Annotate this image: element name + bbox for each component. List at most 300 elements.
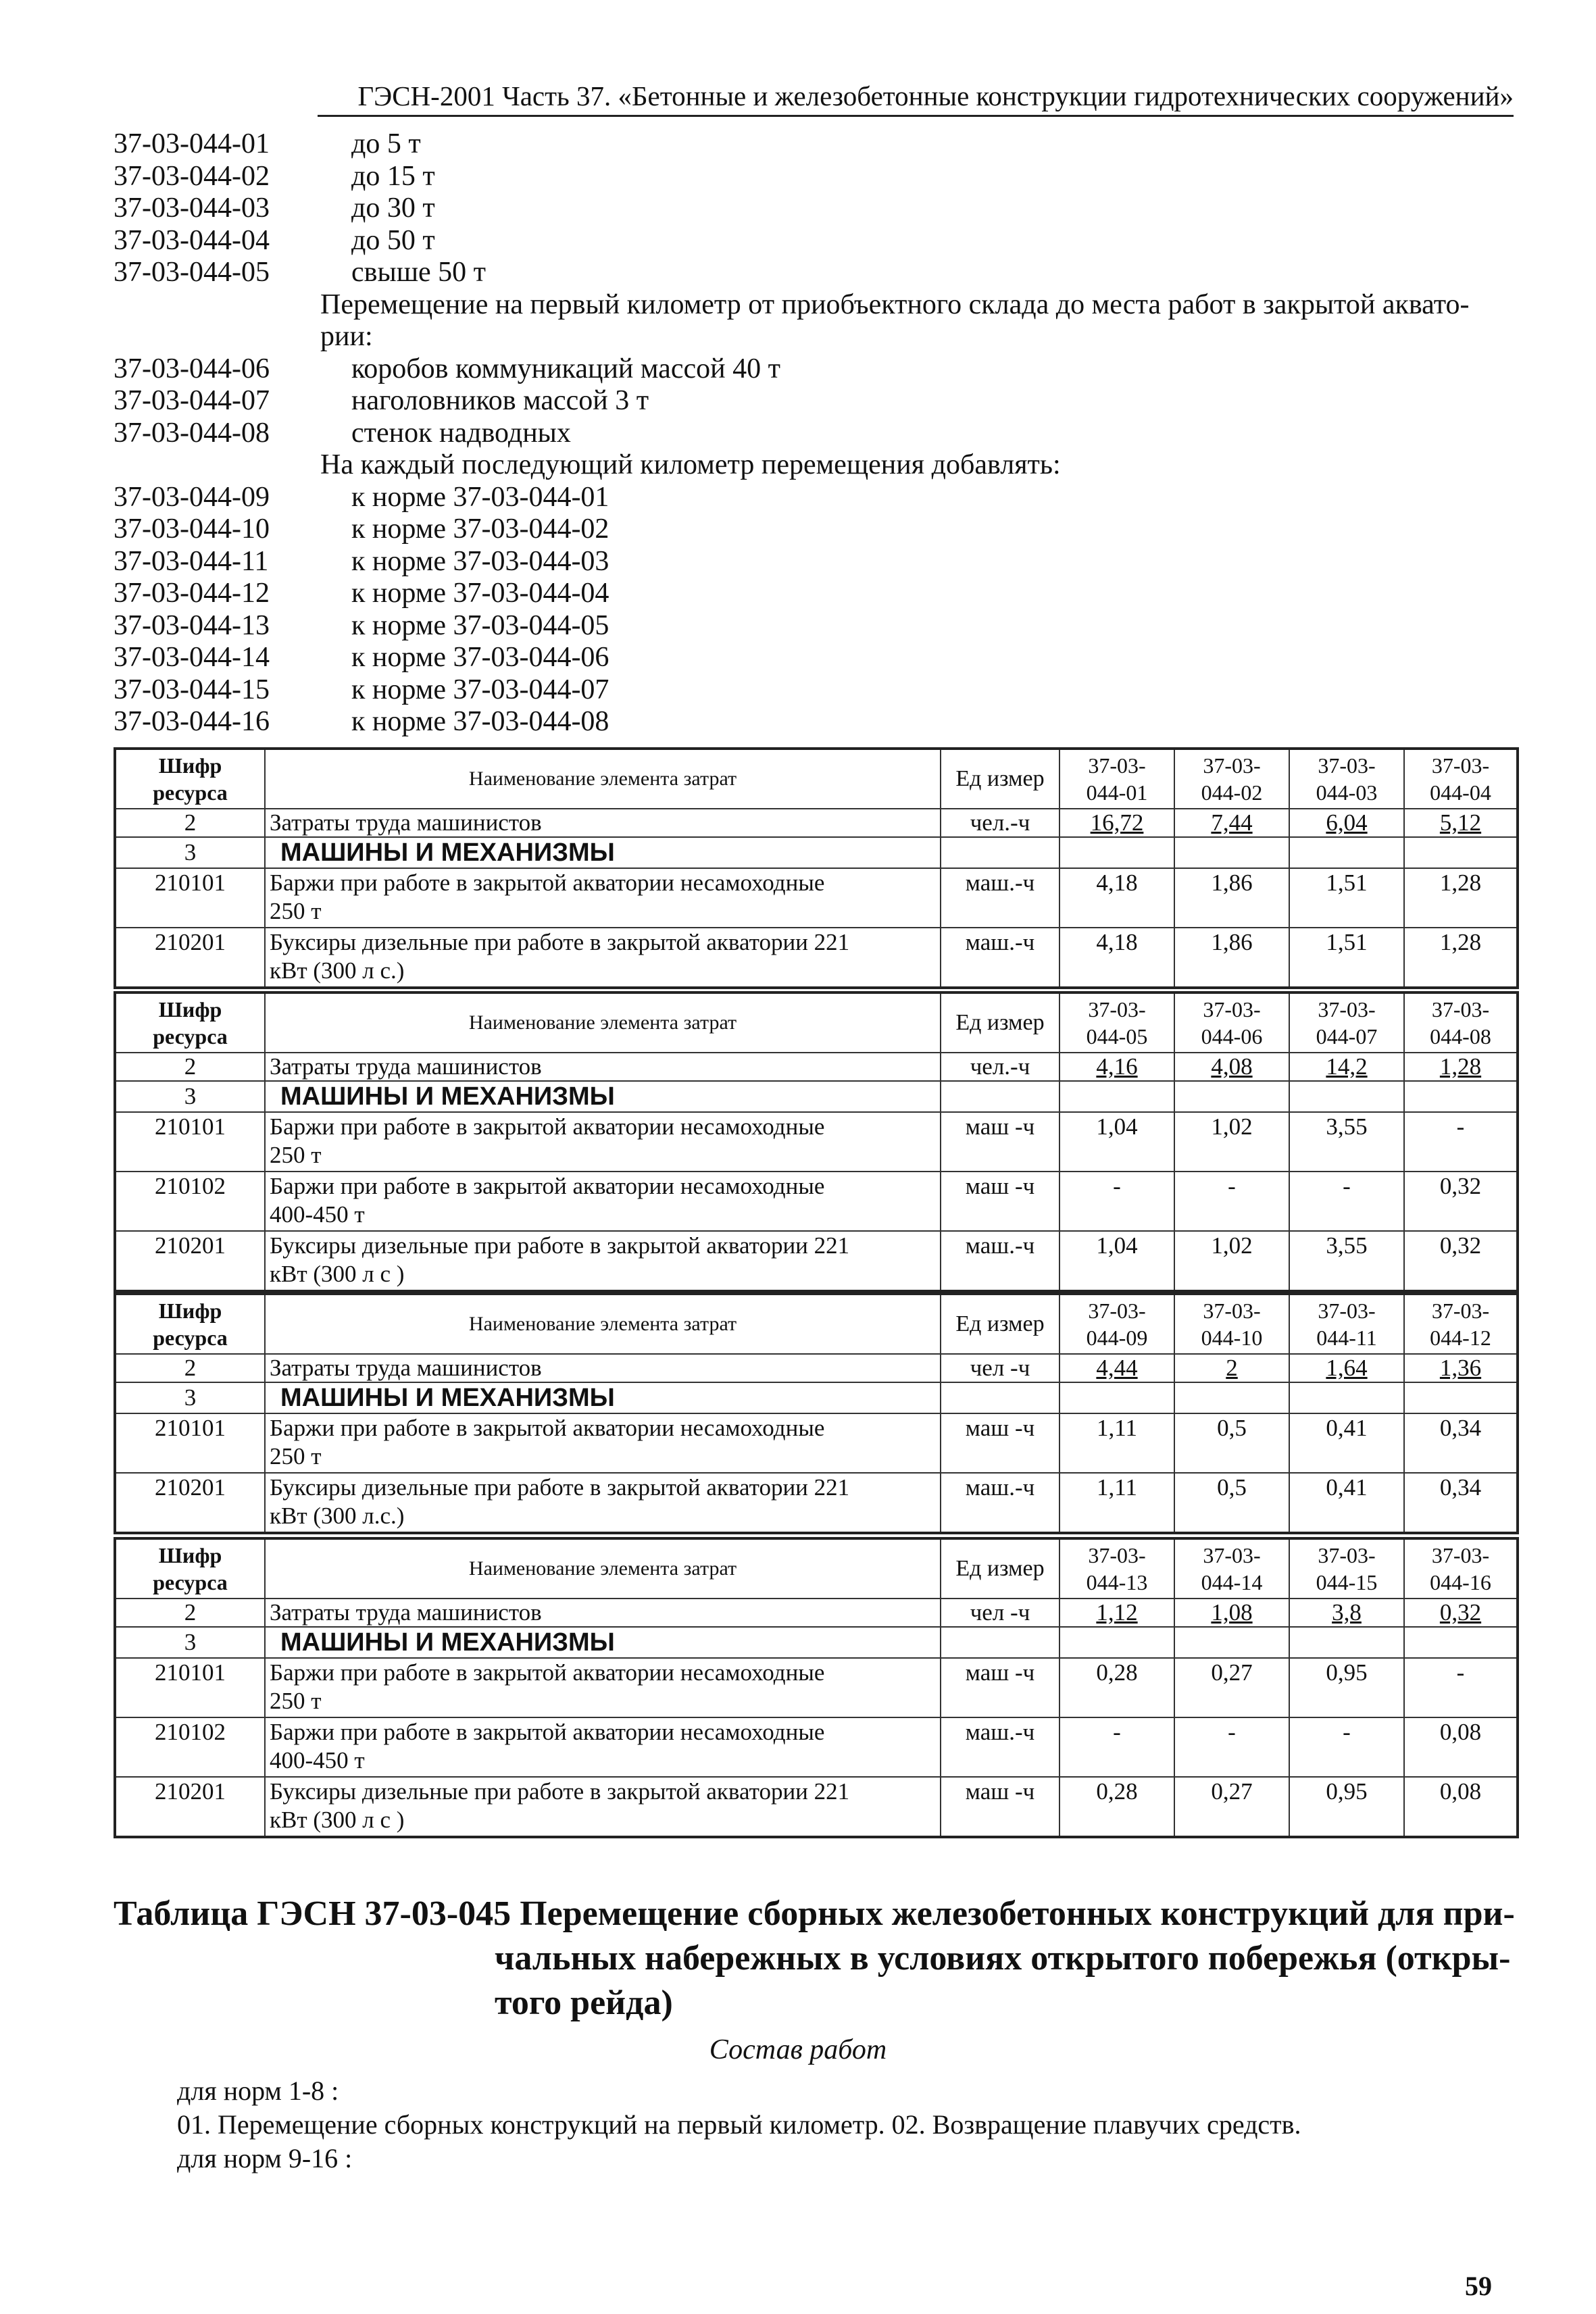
- header-unit: Ед измер: [941, 1538, 1059, 1599]
- cost-element-name-line: 400-450 т: [270, 1747, 365, 1774]
- cost-element-name-line: Баржи при работе в закрытой акватории несамоходные: [270, 1659, 825, 1686]
- norm-code-part: 044-16: [1430, 1570, 1491, 1594]
- cost-element-name: [265, 1354, 941, 1382]
- norm-value: 4,16: [1059, 1053, 1174, 1081]
- norm-code: 37-03-044-02: [114, 160, 270, 192]
- cost-element-name: [265, 1112, 941, 1172]
- norm-code-part: 044-11: [1316, 1326, 1377, 1350]
- norm-description: к норме 37-03-044-08: [351, 706, 609, 737]
- norm-value: [1059, 1081, 1174, 1112]
- table-row: [115, 928, 1518, 988]
- resource-code: 2: [115, 809, 265, 837]
- norm-value: 0,27: [1174, 1658, 1289, 1717]
- norm-value: 1,86: [1174, 928, 1289, 988]
- unit-of-measure: [941, 1081, 1059, 1112]
- norm-value: 0,41: [1289, 1473, 1404, 1533]
- norm-value: 3,55: [1289, 1112, 1404, 1172]
- norm-value: 0,32: [1404, 1172, 1518, 1231]
- resource-table: [114, 991, 1519, 1292]
- norm-code-row: [114, 578, 1519, 610]
- norm-description: к норме 37-03-044-06: [351, 642, 609, 673]
- unit-of-measure: маш.-ч: [941, 928, 1059, 988]
- resource-code: 210201: [115, 1473, 265, 1533]
- norm-code-part: 37-03-: [1088, 753, 1146, 778]
- table-row: [115, 1231, 1518, 1291]
- header-norm-code: [1289, 1294, 1404, 1354]
- work-composition: [177, 2074, 1515, 2175]
- norm-code: 37-03-044-05: [114, 257, 270, 288]
- norm-code-part: 37-03-: [1431, 1299, 1490, 1323]
- norm-value: 0,5: [1174, 1413, 1289, 1473]
- norm-code-part: 37-03-: [1203, 1299, 1261, 1323]
- norm-code-part: 37-03-: [1203, 997, 1261, 1022]
- norm-code-part: 37-03-: [1088, 997, 1146, 1022]
- norm-code-part: 37-03-: [1431, 997, 1490, 1022]
- norm-description: к норме 37-03-044-04: [351, 578, 609, 609]
- work-line-operations: 01. Перемещение сборных конструкций на первый километр. 02. Возвращение плавучих средств.: [177, 2109, 1301, 2140]
- cost-element-name: [265, 1627, 941, 1658]
- table-row: [115, 1627, 1518, 1658]
- norm-value: [1059, 1627, 1174, 1658]
- norm-code-part: 044-09: [1086, 1326, 1148, 1350]
- unit-of-measure: [941, 837, 1059, 868]
- norm-value: [1404, 837, 1518, 868]
- norm-code: 37-03-044-14: [114, 642, 270, 673]
- resource-code: 2: [115, 1053, 265, 1081]
- cost-element-name: [265, 837, 941, 868]
- norm-description: наголовников массой 3 т: [351, 385, 649, 416]
- table-row: [115, 809, 1518, 837]
- norm-value: 1,02: [1174, 1231, 1289, 1291]
- resource-code: 210102: [115, 1172, 265, 1231]
- table-row: [115, 1599, 1518, 1627]
- table-header-row: [115, 1538, 1518, 1599]
- norm-value: -: [1059, 1717, 1174, 1777]
- norm-description: стенок надводных: [351, 417, 571, 449]
- norm-value: [1289, 1382, 1404, 1413]
- norm-value: -: [1174, 1172, 1289, 1231]
- unit-of-measure: маш -ч: [941, 1777, 1059, 1837]
- section-title-line-2: чальных набережных в условиях открытого побережья (откры-: [495, 1939, 1511, 1978]
- norm-code-row: [114, 674, 1519, 707]
- norm-code-part: 044-03: [1316, 780, 1378, 805]
- norm-value: 1,51: [1289, 868, 1404, 928]
- unit-of-measure: чел -ч: [941, 1354, 1059, 1382]
- norm-code-row: [114, 353, 1519, 386]
- cost-element-name: [265, 1172, 941, 1231]
- resource-code: 210101: [115, 1112, 265, 1172]
- cost-element-name-line: Баржи при работе в закрытой акватории несамоходные: [270, 1415, 825, 1441]
- cost-element-name-line: Буксиры дизельные при работе в закрытой акватории 221: [270, 1232, 850, 1259]
- norm-code-part: 37-03-: [1431, 1543, 1490, 1567]
- unit-of-measure: маш -ч: [941, 1658, 1059, 1717]
- resource-code: 210101: [115, 1658, 265, 1717]
- cost-element-name-line: Баржи при работе в закрытой акватории несамоходные: [270, 870, 825, 896]
- norm-code-part: 37-03-: [1431, 753, 1490, 778]
- norm-code-part: 044-06: [1201, 1024, 1263, 1049]
- norm-code-part: 37-03-: [1318, 997, 1376, 1022]
- norm-code: 37-03-044-13: [114, 609, 270, 641]
- header-norm-code: [1289, 1538, 1404, 1599]
- section-title-line-1: [114, 1892, 1519, 1936]
- header-cost-element: Наименование элемента затрат: [265, 1538, 941, 1599]
- resource-code: 210102: [115, 1717, 265, 1777]
- header-norm-code: [1289, 992, 1404, 1053]
- norm-code-row: [114, 161, 1519, 193]
- cost-element-name-line: 250 т: [270, 1443, 322, 1469]
- norm-value: 0,32: [1404, 1599, 1518, 1627]
- norm-code: 37-03-044-08: [114, 417, 270, 449]
- norm-description: к норме 37-03-044-02: [351, 513, 609, 545]
- table-row: [115, 1112, 1518, 1172]
- cost-element-name: [265, 868, 941, 928]
- norm-code: 37-03-044-04: [114, 224, 270, 256]
- norm-code: 37-03-044-16: [114, 706, 270, 737]
- norm-code-part: 044-05: [1086, 1024, 1148, 1049]
- section-title: [114, 1892, 1519, 2026]
- unit-of-measure: маш.-ч: [941, 1473, 1059, 1533]
- table-row: [115, 1717, 1518, 1777]
- norm-value: 1,28: [1404, 1053, 1518, 1081]
- norm-value: 1,28: [1404, 928, 1518, 988]
- norm-value: 1,04: [1059, 1112, 1174, 1172]
- table-row: [115, 837, 1518, 868]
- table-row: [115, 1172, 1518, 1231]
- table-row: [115, 1053, 1518, 1081]
- norm-description: до 50 т: [351, 224, 435, 256]
- header-norm-code: [1174, 749, 1289, 809]
- section-title-prefix: Таблица ГЭСН 37-03-045: [114, 1894, 512, 1933]
- unit-of-measure: [941, 1627, 1059, 1658]
- cost-element-name-line: кВт (300 л с ): [270, 1261, 405, 1287]
- section-title-line-3: того рейда): [495, 1984, 673, 2022]
- norm-code-row: [114, 257, 1519, 289]
- norm-code-row: [114, 385, 1519, 418]
- norm-description: На каждый последующий километр перемещения добавлять:: [320, 449, 1061, 480]
- norm-value: 4,44: [1059, 1354, 1174, 1382]
- header-cost-element: Наименование элемента затрат: [265, 992, 941, 1053]
- norm-value: 3,8: [1289, 1599, 1404, 1627]
- table-header-row: [115, 992, 1518, 1053]
- resource-code: 210201: [115, 1777, 265, 1837]
- cost-element-name-line: МАШИНЫ И МЕХАНИЗМЫ: [280, 838, 615, 867]
- table-row: [115, 868, 1518, 928]
- unit-of-measure: маш.-ч: [941, 1231, 1059, 1291]
- resource-code: 210201: [115, 1231, 265, 1291]
- unit-of-measure: маш.-ч: [941, 1717, 1059, 1777]
- page-number: 59: [1465, 2271, 1492, 2301]
- header-norm-code: [1404, 1294, 1518, 1354]
- norm-value: [1174, 1081, 1289, 1112]
- norm-code-part: 044-15: [1316, 1570, 1378, 1594]
- norm-code-list: [114, 128, 1519, 738]
- header-norm-code: [1174, 1294, 1289, 1354]
- norm-value: 1,11: [1059, 1473, 1174, 1533]
- norm-code: 37-03-044-03: [114, 193, 270, 224]
- norm-value: [1174, 1382, 1289, 1413]
- norm-code-part: 044-14: [1201, 1570, 1263, 1594]
- cost-element-name-line: 250 т: [270, 1142, 322, 1168]
- resource-code: 3: [115, 1627, 265, 1658]
- norm-value: 0,32: [1404, 1231, 1518, 1291]
- norm-value: -: [1404, 1112, 1518, 1172]
- table-row: [115, 1081, 1518, 1112]
- norm-description: до 15 т: [351, 160, 435, 192]
- header-norm-code: [1059, 1294, 1174, 1354]
- header-resource-code: Шифр ресурса: [115, 1294, 265, 1354]
- work-line-norms-9-16: для норм 9-16 :: [177, 2143, 353, 2173]
- norm-value: 0,08: [1404, 1717, 1518, 1777]
- norm-group-heading: [114, 449, 1519, 482]
- norm-value: 7,44: [1174, 809, 1289, 837]
- header-norm-code: [1059, 992, 1174, 1053]
- norm-value: 3,55: [1289, 1231, 1404, 1291]
- header-norm-code: [1059, 749, 1174, 809]
- norm-value: [1174, 1627, 1289, 1658]
- norm-value: -: [1174, 1717, 1289, 1777]
- norm-code-part: 37-03-: [1088, 1543, 1146, 1567]
- norm-code-row: [114, 418, 1519, 450]
- norm-value: 1,11: [1059, 1413, 1174, 1473]
- norm-value: 1,08: [1174, 1599, 1289, 1627]
- norm-code-row: [114, 482, 1519, 514]
- norm-code-row: [114, 193, 1519, 225]
- cost-element-name: [265, 1717, 941, 1777]
- norm-value: 1,02: [1174, 1112, 1289, 1172]
- table-row: [115, 1413, 1518, 1473]
- norm-code: 37-03-044-10: [114, 513, 270, 545]
- norm-value: -: [1404, 1658, 1518, 1717]
- cost-element-name-line: Буксиры дизельные при работе в закрытой акватории 221: [270, 1778, 850, 1805]
- norm-code-part: 37-03-: [1318, 1299, 1376, 1323]
- work-composition-heading: Состав работ: [709, 2034, 887, 2065]
- norm-value: [1404, 1627, 1518, 1658]
- norm-value: [1289, 1081, 1404, 1112]
- norm-value: [1289, 1627, 1404, 1658]
- cost-element-name-line: 250 т: [270, 1688, 322, 1714]
- norm-code-row: [114, 546, 1519, 578]
- cost-element-name-line: Буксиры дизельные при работе в закрытой акватории 221: [270, 1474, 850, 1501]
- cost-element-name-line: кВт (300 л с.): [270, 957, 405, 984]
- norm-value: 1,64: [1289, 1354, 1404, 1382]
- norm-value: [1404, 1081, 1518, 1112]
- norm-value: 4,18: [1059, 868, 1174, 928]
- resource-code: 2: [115, 1599, 265, 1627]
- norm-description: до 5 т: [351, 128, 421, 159]
- norm-description: свыше 50 т: [351, 257, 487, 288]
- cost-element-name-line: Баржи при работе в закрытой акватории несамоходные: [270, 1173, 825, 1199]
- norm-code: 37-03-044-09: [114, 481, 270, 513]
- header-norm-code: [1404, 749, 1518, 809]
- header-resource-code: Шифр ресурса: [115, 992, 265, 1053]
- norm-code-part: 044-07: [1316, 1024, 1378, 1049]
- norm-value: 5,12: [1404, 809, 1518, 837]
- norm-code-row: [114, 225, 1519, 257]
- cost-element-name: [265, 809, 941, 837]
- cost-element-name: [265, 1599, 941, 1627]
- cost-element-name-line: Затраты труда машинистов: [270, 1053, 542, 1080]
- norm-value: 2: [1174, 1354, 1289, 1382]
- norm-code-row: [114, 610, 1519, 643]
- table-row: [115, 1777, 1518, 1837]
- norm-value: 1,86: [1174, 868, 1289, 928]
- norm-value: 1,51: [1289, 928, 1404, 988]
- norm-value: 0,34: [1404, 1473, 1518, 1533]
- norm-code-part: 044-04: [1430, 780, 1491, 805]
- norm-code-part: 044-12: [1430, 1326, 1491, 1350]
- norm-code-part: 37-03-: [1088, 1299, 1146, 1323]
- norm-code: 37-03-044-07: [114, 385, 270, 416]
- unit-of-measure: маш -ч: [941, 1172, 1059, 1231]
- norm-value: 1,28: [1404, 868, 1518, 928]
- table-header-row: [115, 749, 1518, 809]
- unit-of-measure: чел.-ч: [941, 809, 1059, 837]
- norm-description: к норме 37-03-044-03: [351, 545, 609, 577]
- cost-element-name: [265, 1231, 941, 1291]
- norm-description: к норме 37-03-044-07: [351, 674, 609, 705]
- cost-element-name-line: Буксиры дизельные при работе в закрытой акватории 221: [270, 929, 850, 955]
- header-norm-code: [1174, 992, 1289, 1053]
- norm-description: к норме 37-03-044-05: [351, 609, 609, 641]
- header-norm-code: [1174, 1538, 1289, 1599]
- cost-element-name: [265, 1777, 941, 1837]
- cost-element-name: [265, 1053, 941, 1081]
- norm-value: 1,04: [1059, 1231, 1174, 1291]
- norm-code-row: [114, 513, 1519, 546]
- norm-code-row: [114, 128, 1519, 161]
- table-row: [115, 1658, 1518, 1717]
- norm-code-part: 37-03-: [1318, 753, 1376, 778]
- norm-value: 0,28: [1059, 1658, 1174, 1717]
- norm-value: 4,08: [1174, 1053, 1289, 1081]
- header-unit: Ед измер: [941, 1294, 1059, 1354]
- cost-element-name-line: Затраты труда машинистов: [270, 1599, 542, 1626]
- running-header: ГЭСН-2001 Часть 37. «Бетонные и железобетонные конструкции гидротехнических сооружений»: [318, 80, 1514, 117]
- norm-code-part: 044-13: [1086, 1570, 1148, 1594]
- table-row: [115, 1354, 1518, 1382]
- resource-code: 3: [115, 1382, 265, 1413]
- norm-code-part: 044-02: [1201, 780, 1263, 805]
- unit-of-measure: маш -ч: [941, 1112, 1059, 1172]
- table-header-row: [115, 1294, 1518, 1354]
- cost-element-name: [265, 1413, 941, 1473]
- norm-description: коробов коммуникаций массой 40 т: [351, 353, 780, 384]
- norm-value: 0,95: [1289, 1658, 1404, 1717]
- norm-code-part: 044-08: [1430, 1024, 1491, 1049]
- resource-code: 3: [115, 1081, 265, 1112]
- table-row: [115, 1473, 1518, 1533]
- cost-element-name-line: кВт (300 л.с.): [270, 1503, 405, 1529]
- cost-element-name-line: Баржи при работе в закрытой акватории несамоходные: [270, 1113, 825, 1140]
- norm-value: 0,34: [1404, 1413, 1518, 1473]
- norm-value: 6,04: [1289, 809, 1404, 837]
- header-norm-code: [1404, 992, 1518, 1053]
- norm-value: 14,2: [1289, 1053, 1404, 1081]
- norm-code-part: 37-03-: [1203, 1543, 1261, 1567]
- norm-value: 0,27: [1174, 1777, 1289, 1837]
- header-cost-element: Наименование элемента затрат: [265, 749, 941, 809]
- norm-value: -: [1059, 1172, 1174, 1231]
- cost-element-name-line: Затраты труда машинистов: [270, 1355, 542, 1381]
- cost-element-name-line: Затраты труда машинистов: [270, 809, 542, 836]
- resource-table: [114, 1292, 1519, 1534]
- header-norm-code: [1059, 1538, 1174, 1599]
- header-resource-code: Шифр ресурса: [115, 1538, 265, 1599]
- resource-code: 2: [115, 1354, 265, 1382]
- cost-element-name: [265, 928, 941, 988]
- norm-value: [1174, 837, 1289, 868]
- unit-of-measure: маш -ч: [941, 1413, 1059, 1473]
- unit-of-measure: чел.-ч: [941, 1053, 1059, 1081]
- norm-value: 0,5: [1174, 1473, 1289, 1533]
- cost-element-name-line: МАШИНЫ И МЕХАНИЗМЫ: [280, 1628, 615, 1657]
- norm-value: [1289, 837, 1404, 868]
- unit-of-measure: [941, 1382, 1059, 1413]
- cost-element-name-line: кВт (300 л с ): [270, 1807, 405, 1833]
- resource-table: [114, 1537, 1519, 1838]
- norm-code-row: [114, 642, 1519, 674]
- norm-value: 0,28: [1059, 1777, 1174, 1837]
- unit-of-measure: маш.-ч: [941, 868, 1059, 928]
- norm-value: [1404, 1382, 1518, 1413]
- cost-element-name: [265, 1473, 941, 1533]
- norm-value: 1,12: [1059, 1599, 1174, 1627]
- cost-element-name-line: 250 т: [270, 898, 322, 924]
- cost-element-name: [265, 1382, 941, 1413]
- norm-code: 37-03-044-12: [114, 578, 270, 609]
- cost-element-name: [265, 1081, 941, 1112]
- unit-of-measure: чел -ч: [941, 1599, 1059, 1627]
- resource-code: 3: [115, 837, 265, 868]
- header-cost-element: Наименование элемента затрат: [265, 1294, 941, 1354]
- norm-description: Перемещение на первый километр от приобъектного склада до места работ в закрытой аквато-рии:: [320, 288, 1470, 352]
- norm-value: 4,18: [1059, 928, 1174, 988]
- norm-value: 16,72: [1059, 809, 1174, 837]
- norm-value: [1059, 1382, 1174, 1413]
- resource-code: 210101: [115, 868, 265, 928]
- norm-description: к норме 37-03-044-01: [351, 481, 609, 513]
- resource-code: 210101: [115, 1413, 265, 1473]
- section-title-text-1: Перемещение сборных железобетонных конструкций для при-: [520, 1894, 1515, 1933]
- norm-description: до 30 т: [351, 193, 435, 224]
- resource-code: 210201: [115, 928, 265, 988]
- norm-value: 1,36: [1404, 1354, 1518, 1382]
- cost-element-name-line: Баржи при работе в закрытой акватории несамоходные: [270, 1719, 825, 1745]
- norm-code-row: [114, 706, 1519, 738]
- header-unit: Ед измер: [941, 992, 1059, 1053]
- cost-element-name-line: МАШИНЫ И МЕХАНИЗМЫ: [280, 1384, 615, 1412]
- norm-value: 0,95: [1289, 1777, 1404, 1837]
- norm-code-part: 044-01: [1086, 780, 1148, 805]
- norm-code: 37-03-044-15: [114, 674, 270, 705]
- cost-element-name-line: 400-450 т: [270, 1201, 365, 1228]
- work-line-norms-1-8: для норм 1-8 :: [177, 2076, 339, 2106]
- resource-table: [114, 747, 1519, 989]
- norm-value: [1059, 837, 1174, 868]
- norm-group-heading: [114, 289, 1519, 353]
- norm-code-part: 044-10: [1201, 1326, 1263, 1350]
- norm-code: 37-03-044-01: [114, 128, 270, 159]
- header-norm-code: [1289, 749, 1404, 809]
- norm-value: 0,41: [1289, 1413, 1404, 1473]
- table-row: [115, 1382, 1518, 1413]
- norm-code: 37-03-044-11: [114, 545, 269, 577]
- norm-code-part: 37-03-: [1318, 1543, 1376, 1567]
- header-norm-code: [1404, 1538, 1518, 1599]
- norm-value: -: [1289, 1172, 1404, 1231]
- cost-element-name: [265, 1658, 941, 1717]
- header-resource-code: Шифр ресурса: [115, 749, 265, 809]
